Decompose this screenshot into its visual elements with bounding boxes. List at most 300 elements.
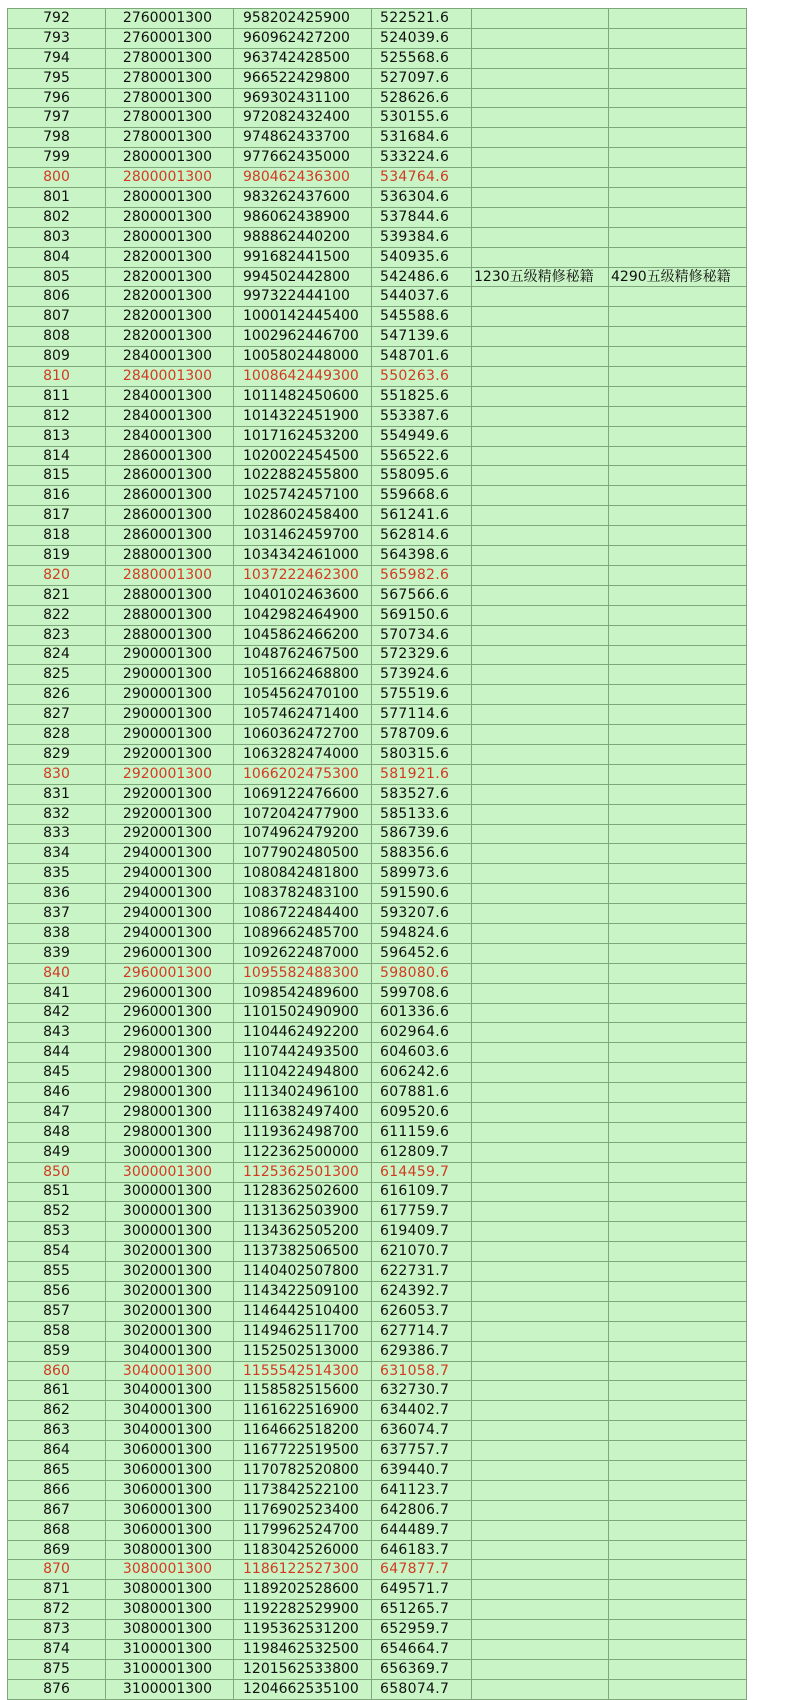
cell-level[interactable]: 805 — [8, 267, 106, 287]
cell-cost[interactable]: 2760001300 — [106, 9, 234, 29]
cell-note-1[interactable] — [472, 168, 609, 188]
cell-note-1[interactable] — [472, 864, 609, 884]
cell-note-1[interactable] — [472, 1043, 609, 1063]
cell-cost[interactable]: 2880001300 — [106, 625, 234, 645]
cell-level[interactable]: 854 — [8, 1242, 106, 1262]
cell-cost[interactable]: 2980001300 — [106, 1063, 234, 1083]
cell-note-2[interactable] — [609, 1102, 747, 1122]
cell-level[interactable]: 817 — [8, 506, 106, 526]
cell-level[interactable]: 858 — [8, 1321, 106, 1341]
cell-level[interactable]: 868 — [8, 1520, 106, 1540]
cell-value[interactable]: 544037.6 — [372, 287, 472, 307]
cell-note-2[interactable] — [609, 386, 747, 406]
cell-note-2[interactable] — [609, 1321, 747, 1341]
cell-value[interactable]: 609520.6 — [372, 1102, 472, 1122]
cell-note-2[interactable] — [609, 287, 747, 307]
cell-note-1[interactable] — [472, 565, 609, 585]
cell-value[interactable]: 621070.7 — [372, 1242, 472, 1262]
cell-total[interactable]: 1060362472700 — [234, 725, 372, 745]
cell-cost[interactable]: 3060001300 — [106, 1480, 234, 1500]
cell-level[interactable]: 853 — [8, 1222, 106, 1242]
cell-note-1[interactable] — [472, 506, 609, 526]
cell-note-2[interactable] — [609, 307, 747, 327]
cell-total[interactable]: 1176902523400 — [234, 1500, 372, 1520]
cell-total[interactable]: 1017162453200 — [234, 426, 372, 446]
cell-note-1[interactable] — [472, 963, 609, 983]
cell-value[interactable]: 658074.7 — [372, 1679, 472, 1699]
cell-note-2[interactable] — [609, 963, 747, 983]
cell-value[interactable]: 614459.7 — [372, 1162, 472, 1182]
cell-value[interactable]: 612809.7 — [372, 1142, 472, 1162]
cell-value[interactable]: 573924.6 — [372, 665, 472, 685]
cell-note-2[interactable] — [609, 227, 747, 247]
cell-note-1[interactable] — [472, 367, 609, 387]
cell-value[interactable]: 545588.6 — [372, 307, 472, 327]
cell-note-1[interactable] — [472, 446, 609, 466]
cell-level[interactable]: 827 — [8, 705, 106, 725]
cell-note-1[interactable] — [472, 1520, 609, 1540]
cell-note-2[interactable] — [609, 1063, 747, 1083]
cell-note-2[interactable] — [609, 1301, 747, 1321]
cell-note-2[interactable] — [609, 327, 747, 347]
cell-level[interactable]: 815 — [8, 466, 106, 486]
cell-total[interactable]: 1170782520800 — [234, 1461, 372, 1481]
cell-cost[interactable]: 3000001300 — [106, 1202, 234, 1222]
cell-value[interactable]: 558095.6 — [372, 466, 472, 486]
cell-total[interactable]: 958202425900 — [234, 9, 372, 29]
cell-total[interactable]: 977662435000 — [234, 148, 372, 168]
cell-cost[interactable]: 2840001300 — [106, 347, 234, 367]
cell-level[interactable]: 798 — [8, 128, 106, 148]
cell-level[interactable]: 861 — [8, 1381, 106, 1401]
cell-note-1[interactable] — [472, 307, 609, 327]
cell-value[interactable]: 583527.6 — [372, 784, 472, 804]
cell-note-2[interactable] — [609, 585, 747, 605]
cell-note-2[interactable] — [609, 744, 747, 764]
cell-total[interactable]: 1198462532500 — [234, 1640, 372, 1660]
cell-level[interactable]: 862 — [8, 1401, 106, 1421]
cell-value[interactable]: 570734.6 — [372, 625, 472, 645]
cell-value[interactable]: 626053.7 — [372, 1301, 472, 1321]
cell-note-1[interactable] — [472, 108, 609, 128]
cell-level[interactable]: 829 — [8, 744, 106, 764]
cell-total[interactable]: 1155542514300 — [234, 1361, 372, 1381]
cell-total[interactable]: 966522429800 — [234, 68, 372, 88]
cell-total[interactable]: 1086722484400 — [234, 904, 372, 924]
cell-value[interactable]: 539384.6 — [372, 227, 472, 247]
cell-note-2[interactable] — [609, 1122, 747, 1142]
cell-note-2[interactable] — [609, 884, 747, 904]
cell-note-1[interactable] — [472, 207, 609, 227]
cell-level[interactable]: 804 — [8, 247, 106, 267]
cell-note-2[interactable] — [609, 247, 747, 267]
cell-total[interactable]: 1131362503900 — [234, 1202, 372, 1222]
cell-note-2[interactable] — [609, 1242, 747, 1262]
cell-note-2[interactable] — [609, 1003, 747, 1023]
cell-note-2[interactable] — [609, 1560, 747, 1580]
cell-level[interactable]: 872 — [8, 1600, 106, 1620]
cell-note-1[interactable] — [472, 1202, 609, 1222]
cell-cost[interactable]: 2940001300 — [106, 923, 234, 943]
cell-note-2[interactable] — [609, 864, 747, 884]
cell-level[interactable]: 814 — [8, 446, 106, 466]
cell-total[interactable]: 1137382506500 — [234, 1242, 372, 1262]
cell-total[interactable]: 991682441500 — [234, 247, 372, 267]
cell-note-1[interactable] — [472, 466, 609, 486]
cell-total[interactable]: 1077902480500 — [234, 844, 372, 864]
cell-value[interactable]: 639440.7 — [372, 1461, 472, 1481]
cell-level[interactable]: 793 — [8, 28, 106, 48]
cell-note-1[interactable] — [472, 943, 609, 963]
cell-total[interactable]: 1189202528600 — [234, 1580, 372, 1600]
cell-note-1[interactable] — [472, 824, 609, 844]
cell-note-2[interactable] — [609, 148, 747, 168]
cell-note-1[interactable] — [472, 1262, 609, 1282]
cell-total[interactable]: 1107442493500 — [234, 1043, 372, 1063]
cell-level[interactable]: 831 — [8, 784, 106, 804]
cell-total[interactable]: 1037222462300 — [234, 565, 372, 585]
cell-value[interactable]: 559668.6 — [372, 486, 472, 506]
cell-total[interactable]: 1092622487000 — [234, 943, 372, 963]
cell-note-2[interactable] — [609, 784, 747, 804]
cell-note-2[interactable]: 4290五级精修秘籍 — [609, 267, 747, 287]
cell-note-1[interactable] — [472, 1083, 609, 1103]
cell-cost[interactable]: 2800001300 — [106, 168, 234, 188]
cell-total[interactable]: 972082432400 — [234, 108, 372, 128]
cell-value[interactable]: 598080.6 — [372, 963, 472, 983]
cell-level[interactable]: 819 — [8, 546, 106, 566]
cell-level[interactable]: 863 — [8, 1421, 106, 1441]
cell-note-2[interactable] — [609, 725, 747, 745]
cell-level[interactable]: 844 — [8, 1043, 106, 1063]
cell-cost[interactable]: 2880001300 — [106, 565, 234, 585]
cell-cost[interactable]: 2960001300 — [106, 1023, 234, 1043]
cell-level[interactable]: 837 — [8, 904, 106, 924]
cell-total[interactable]: 1164662518200 — [234, 1421, 372, 1441]
cell-level[interactable]: 843 — [8, 1023, 106, 1043]
cell-cost[interactable]: 2940001300 — [106, 904, 234, 924]
cell-cost[interactable]: 3100001300 — [106, 1679, 234, 1699]
cell-cost[interactable]: 2960001300 — [106, 963, 234, 983]
cell-note-1[interactable] — [472, 1540, 609, 1560]
cell-note-2[interactable] — [609, 904, 747, 924]
cell-cost[interactable]: 2820001300 — [106, 247, 234, 267]
cell-level[interactable]: 825 — [8, 665, 106, 685]
cell-note-2[interactable] — [609, 1520, 747, 1540]
cell-note-2[interactable] — [609, 108, 747, 128]
cell-note-1[interactable] — [472, 1122, 609, 1142]
cell-value[interactable]: 525568.6 — [372, 48, 472, 68]
cell-value[interactable]: 656369.7 — [372, 1659, 472, 1679]
cell-cost[interactable]: 2880001300 — [106, 585, 234, 605]
cell-note-2[interactable] — [609, 28, 747, 48]
cell-cost[interactable]: 2780001300 — [106, 128, 234, 148]
cell-value[interactable]: 607881.6 — [372, 1083, 472, 1103]
cell-value[interactable]: 533224.6 — [372, 148, 472, 168]
cell-total[interactable]: 1002962446700 — [234, 327, 372, 347]
cell-level[interactable]: 859 — [8, 1341, 106, 1361]
cell-level[interactable]: 830 — [8, 764, 106, 784]
cell-note-2[interactable] — [609, 1162, 747, 1182]
cell-value[interactable]: 591590.6 — [372, 884, 472, 904]
cell-total[interactable]: 1066202475300 — [234, 764, 372, 784]
cell-note-2[interactable] — [609, 1679, 747, 1699]
cell-value[interactable]: 641123.7 — [372, 1480, 472, 1500]
cell-value[interactable]: 556522.6 — [372, 446, 472, 466]
cell-note-1[interactable] — [472, 1401, 609, 1421]
cell-note-1[interactable]: 1230五级精修秘籍 — [472, 267, 609, 287]
cell-cost[interactable]: 2900001300 — [106, 645, 234, 665]
cell-note-2[interactable] — [609, 546, 747, 566]
cell-value[interactable]: 652959.7 — [372, 1620, 472, 1640]
cell-level[interactable]: 807 — [8, 307, 106, 327]
cell-value[interactable]: 594824.6 — [372, 923, 472, 943]
cell-level[interactable]: 875 — [8, 1659, 106, 1679]
cell-cost[interactable]: 2820001300 — [106, 307, 234, 327]
cell-note-2[interactable] — [609, 625, 747, 645]
cell-cost[interactable]: 3020001300 — [106, 1321, 234, 1341]
cell-level[interactable]: 809 — [8, 347, 106, 367]
cell-note-1[interactable] — [472, 904, 609, 924]
cell-level[interactable]: 835 — [8, 864, 106, 884]
cell-cost[interactable]: 2940001300 — [106, 864, 234, 884]
cell-note-1[interactable] — [472, 1560, 609, 1580]
cell-note-2[interactable] — [609, 1182, 747, 1202]
cell-note-2[interactable] — [609, 446, 747, 466]
cell-cost[interactable]: 3040001300 — [106, 1361, 234, 1381]
cell-value[interactable]: 572329.6 — [372, 645, 472, 665]
cell-note-1[interactable] — [472, 1282, 609, 1302]
cell-cost[interactable]: 3080001300 — [106, 1620, 234, 1640]
cell-cost[interactable]: 2940001300 — [106, 844, 234, 864]
cell-value[interactable]: 636074.7 — [372, 1421, 472, 1441]
cell-note-1[interactable] — [472, 1023, 609, 1043]
cell-note-1[interactable] — [472, 764, 609, 784]
cell-total[interactable]: 1134362505200 — [234, 1222, 372, 1242]
cell-note-2[interactable] — [609, 506, 747, 526]
cell-note-1[interactable] — [472, 1142, 609, 1162]
cell-cost[interactable]: 2800001300 — [106, 227, 234, 247]
cell-value[interactable]: 647877.7 — [372, 1560, 472, 1580]
cell-total[interactable]: 1116382497400 — [234, 1102, 372, 1122]
cell-note-2[interactable] — [609, 188, 747, 208]
cell-total[interactable]: 997322444100 — [234, 287, 372, 307]
cell-note-1[interactable] — [472, 1679, 609, 1699]
cell-value[interactable]: 524039.6 — [372, 28, 472, 48]
cell-value[interactable]: 540935.6 — [372, 247, 472, 267]
cell-note-2[interactable] — [609, 1023, 747, 1043]
cell-value[interactable]: 586739.6 — [372, 824, 472, 844]
cell-note-1[interactable] — [472, 1580, 609, 1600]
cell-note-2[interactable] — [609, 1620, 747, 1640]
cell-cost[interactable]: 2980001300 — [106, 1122, 234, 1142]
cell-cost[interactable]: 2920001300 — [106, 764, 234, 784]
cell-note-2[interactable] — [609, 68, 747, 88]
cell-level[interactable]: 847 — [8, 1102, 106, 1122]
cell-value[interactable]: 611159.6 — [372, 1122, 472, 1142]
cell-note-2[interactable] — [609, 844, 747, 864]
cell-note-1[interactable] — [472, 1222, 609, 1242]
cell-note-1[interactable] — [472, 1500, 609, 1520]
cell-total[interactable]: 1051662468800 — [234, 665, 372, 685]
cell-level[interactable]: 855 — [8, 1262, 106, 1282]
cell-cost[interactable]: 2900001300 — [106, 665, 234, 685]
cell-note-1[interactable] — [472, 1640, 609, 1660]
cell-total[interactable]: 1143422509100 — [234, 1282, 372, 1302]
cell-note-2[interactable] — [609, 1461, 747, 1481]
cell-note-2[interactable] — [609, 88, 747, 108]
cell-note-1[interactable] — [472, 247, 609, 267]
cell-total[interactable]: 1031462459700 — [234, 526, 372, 546]
cell-note-2[interactable] — [609, 1202, 747, 1222]
cell-level[interactable]: 842 — [8, 1003, 106, 1023]
cell-value[interactable]: 562814.6 — [372, 526, 472, 546]
cell-total[interactable]: 1183042526000 — [234, 1540, 372, 1560]
cell-level[interactable]: 864 — [8, 1441, 106, 1461]
cell-value[interactable]: 537844.6 — [372, 207, 472, 227]
cell-cost[interactable]: 3080001300 — [106, 1560, 234, 1580]
cell-level[interactable]: 849 — [8, 1142, 106, 1162]
cell-note-1[interactable] — [472, 1182, 609, 1202]
cell-note-2[interactable] — [609, 526, 747, 546]
cell-level[interactable]: 813 — [8, 426, 106, 446]
cell-cost[interactable]: 2980001300 — [106, 1043, 234, 1063]
cell-level[interactable]: 836 — [8, 884, 106, 904]
cell-level[interactable]: 851 — [8, 1182, 106, 1202]
cell-cost[interactable]: 3000001300 — [106, 1182, 234, 1202]
cell-note-2[interactable] — [609, 1441, 747, 1461]
cell-note-2[interactable] — [609, 1421, 747, 1441]
cell-value[interactable]: 553387.6 — [372, 406, 472, 426]
cell-value[interactable]: 616109.7 — [372, 1182, 472, 1202]
cell-level[interactable]: 874 — [8, 1640, 106, 1660]
cell-level[interactable]: 867 — [8, 1500, 106, 1520]
cell-total[interactable]: 1195362531200 — [234, 1620, 372, 1640]
cell-note-1[interactable] — [472, 744, 609, 764]
cell-total[interactable]: 988862440200 — [234, 227, 372, 247]
cell-note-2[interactable] — [609, 665, 747, 685]
cell-level[interactable]: 792 — [8, 9, 106, 29]
cell-level[interactable]: 794 — [8, 48, 106, 68]
cell-level[interactable]: 802 — [8, 207, 106, 227]
cell-total[interactable]: 1104462492200 — [234, 1023, 372, 1043]
cell-value[interactable]: 531684.6 — [372, 128, 472, 148]
cell-total[interactable]: 1152502513000 — [234, 1341, 372, 1361]
cell-level[interactable]: 828 — [8, 725, 106, 745]
cell-value[interactable]: 528626.6 — [372, 88, 472, 108]
cell-value[interactable]: 589973.6 — [372, 864, 472, 884]
cell-note-2[interactable] — [609, 1401, 747, 1421]
cell-level[interactable]: 799 — [8, 148, 106, 168]
cell-note-2[interactable] — [609, 764, 747, 784]
cell-note-1[interactable] — [472, 1003, 609, 1023]
cell-note-1[interactable] — [472, 1102, 609, 1122]
cell-cost[interactable]: 2920001300 — [106, 744, 234, 764]
cell-note-2[interactable] — [609, 1600, 747, 1620]
cell-cost[interactable]: 2780001300 — [106, 88, 234, 108]
cell-note-1[interactable] — [472, 1480, 609, 1500]
cell-note-1[interactable] — [472, 1620, 609, 1640]
cell-total[interactable]: 1083782483100 — [234, 884, 372, 904]
cell-level[interactable]: 866 — [8, 1480, 106, 1500]
cell-total[interactable]: 1008642449300 — [234, 367, 372, 387]
cell-note-2[interactable] — [609, 48, 747, 68]
cell-cost[interactable]: 2900001300 — [106, 725, 234, 745]
cell-level[interactable]: 857 — [8, 1301, 106, 1321]
cell-note-2[interactable] — [609, 685, 747, 705]
cell-total[interactable]: 994502442800 — [234, 267, 372, 287]
cell-note-2[interactable] — [609, 705, 747, 725]
cell-level[interactable]: 796 — [8, 88, 106, 108]
cell-value[interactable]: 551825.6 — [372, 386, 472, 406]
cell-level[interactable]: 876 — [8, 1679, 106, 1699]
cell-value[interactable]: 637757.7 — [372, 1441, 472, 1461]
cell-value[interactable]: 565982.6 — [372, 565, 472, 585]
cell-note-1[interactable] — [472, 48, 609, 68]
cell-total[interactable]: 1034342461000 — [234, 546, 372, 566]
cell-note-1[interactable] — [472, 148, 609, 168]
cell-cost[interactable]: 2780001300 — [106, 108, 234, 128]
cell-note-2[interactable] — [609, 1381, 747, 1401]
cell-note-1[interactable] — [472, 188, 609, 208]
cell-cost[interactable]: 2940001300 — [106, 884, 234, 904]
cell-cost[interactable]: 2800001300 — [106, 188, 234, 208]
cell-total[interactable]: 1025742457100 — [234, 486, 372, 506]
cell-total[interactable]: 1014322451900 — [234, 406, 372, 426]
cell-value[interactable]: 580315.6 — [372, 744, 472, 764]
cell-note-1[interactable] — [472, 1461, 609, 1481]
cell-total[interactable]: 1140402507800 — [234, 1262, 372, 1282]
cell-note-1[interactable] — [472, 605, 609, 625]
cell-note-2[interactable] — [609, 1282, 747, 1302]
cell-total[interactable]: 1128362502600 — [234, 1182, 372, 1202]
cell-value[interactable]: 561241.6 — [372, 506, 472, 526]
cell-cost[interactable]: 3060001300 — [106, 1441, 234, 1461]
cell-total[interactable]: 960962427200 — [234, 28, 372, 48]
cell-cost[interactable]: 2800001300 — [106, 148, 234, 168]
cell-note-1[interactable] — [472, 1162, 609, 1182]
cell-note-2[interactable] — [609, 466, 747, 486]
cell-level[interactable]: 803 — [8, 227, 106, 247]
cell-note-2[interactable] — [609, 426, 747, 446]
cell-note-2[interactable] — [609, 943, 747, 963]
cell-total[interactable]: 974862433700 — [234, 128, 372, 148]
cell-cost[interactable]: 3040001300 — [106, 1401, 234, 1421]
cell-note-2[interactable] — [609, 983, 747, 1003]
cell-value[interactable]: 593207.6 — [372, 904, 472, 924]
cell-cost[interactable]: 3100001300 — [106, 1659, 234, 1679]
cell-note-1[interactable] — [472, 983, 609, 1003]
cell-note-2[interactable] — [609, 1341, 747, 1361]
cell-note-1[interactable] — [472, 526, 609, 546]
cell-value[interactable]: 588356.6 — [372, 844, 472, 864]
cell-total[interactable]: 983262437600 — [234, 188, 372, 208]
cell-note-2[interactable] — [609, 923, 747, 943]
cell-cost[interactable]: 2840001300 — [106, 406, 234, 426]
cell-note-1[interactable] — [472, 665, 609, 685]
cell-value[interactable]: 554949.6 — [372, 426, 472, 446]
cell-note-1[interactable] — [472, 546, 609, 566]
cell-note-1[interactable] — [472, 1321, 609, 1341]
cell-note-1[interactable] — [472, 386, 609, 406]
cell-value[interactable]: 631058.7 — [372, 1361, 472, 1381]
cell-value[interactable]: 632730.7 — [372, 1381, 472, 1401]
cell-note-2[interactable] — [609, 1043, 747, 1063]
cell-note-2[interactable] — [609, 565, 747, 585]
cell-total[interactable]: 1125362501300 — [234, 1162, 372, 1182]
cell-value[interactable]: 602964.6 — [372, 1023, 472, 1043]
cell-cost[interactable]: 2960001300 — [106, 983, 234, 1003]
